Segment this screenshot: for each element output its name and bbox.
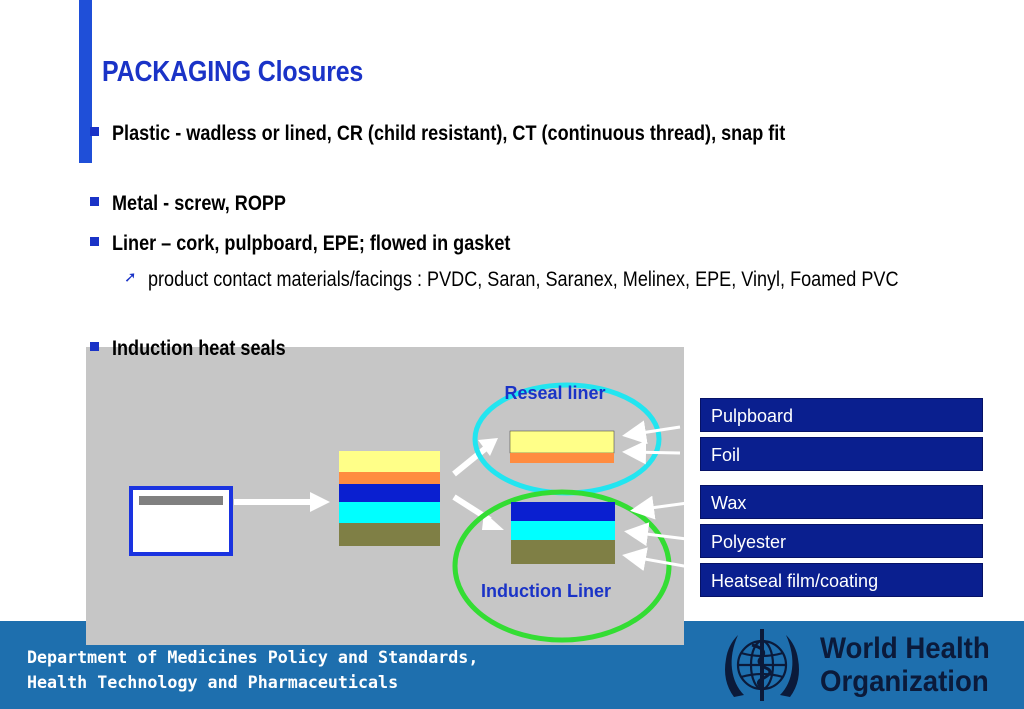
sub-bullet-arrow-icon: ➚ — [124, 269, 137, 286]
legend-polyester: Polyester — [700, 524, 983, 558]
who-wordmark — [820, 632, 990, 698]
legend-pulpboard: Pulpboard — [700, 398, 983, 432]
reseal-liner-label: Reseal liner — [504, 383, 606, 403]
footer-division: Health Technology and Pharmaceuticals — [27, 673, 399, 693]
bullet-square-icon — [90, 197, 99, 206]
legend-heatseal: Heatseal film/coating — [700, 563, 983, 597]
bullet-square-icon — [90, 127, 99, 136]
bullet-text: Plastic - wadless or lined, CR (child resistant), CT (continuous thread), snap fit — [112, 122, 786, 145]
bullet-text: Induction heat seals — [112, 337, 286, 360]
who-emblem-icon — [714, 623, 810, 707]
bullet-text: Liner – cork, pulpboard, EPE; flowed in gasket — [112, 232, 511, 255]
slide-title: PACKAGING Closures — [102, 56, 364, 88]
bullet-square-icon — [90, 342, 99, 351]
bullet-square-icon — [90, 237, 99, 246]
title-accent-bar — [79, 0, 92, 163]
bullet-text: Metal - screw, ROPP — [112, 192, 286, 215]
legend-foil: Foil — [700, 437, 983, 471]
induction-liner-label: Induction Liner — [481, 581, 611, 601]
who-wordmark-line1: World Health — [820, 632, 990, 665]
diagram-panel — [86, 347, 684, 645]
sub-bullet-text: product contact materials/facings : PVDC, Saran, Saranex, Melinex, EPE, Vinyl, Foamed PVC — [148, 268, 899, 291]
legend-wax: Wax — [700, 485, 983, 519]
who-wordmark-line2: Organization — [820, 665, 989, 698]
footer-department: Department of Medicines Policy and Standards, — [27, 648, 479, 668]
